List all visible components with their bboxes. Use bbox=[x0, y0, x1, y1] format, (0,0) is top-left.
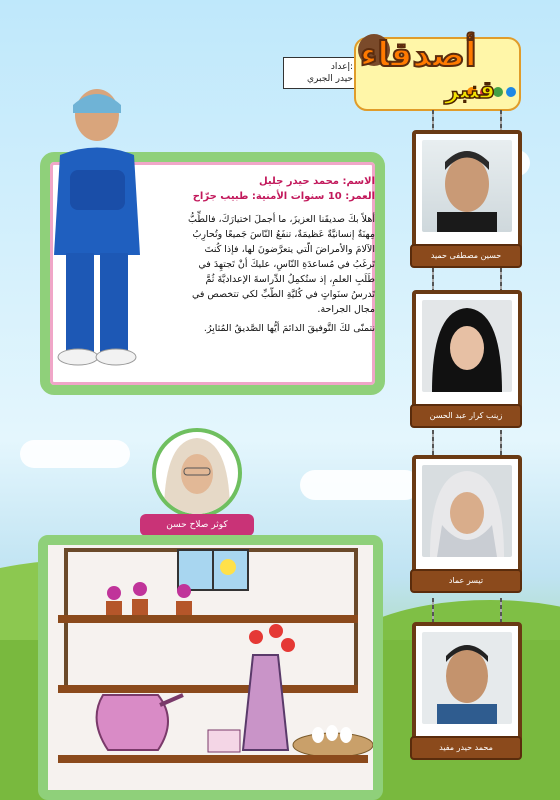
artist-name-label: كوثر صلاح حسن bbox=[140, 514, 254, 536]
friend-photo bbox=[422, 140, 512, 232]
drawing-artwork bbox=[48, 545, 373, 790]
author-name: حيدر الجبري bbox=[307, 74, 353, 84]
cloud bbox=[300, 470, 420, 500]
friend-photo bbox=[422, 300, 512, 392]
child-drawing bbox=[38, 535, 383, 800]
feature-name: الاسم: محمد حيدر جليل bbox=[259, 176, 375, 187]
friend-name-plank: تيسر عماد bbox=[410, 569, 522, 593]
friend-name-plank: حسين مصطفى حميد bbox=[410, 244, 522, 268]
magazine-logo bbox=[350, 30, 525, 118]
feature-closing: نتمنّى لكَ التَّوفيقَ الدائمَ أيُّها الصَّديقُ المُثابِرُ. bbox=[203, 323, 375, 334]
feature-age-wish: العمر: 10 سنوات الأمنية: طبيب جرّاح bbox=[192, 191, 375, 202]
author-box bbox=[283, 57, 358, 89]
logo-subtitle: قنبر bbox=[445, 76, 496, 104]
doctor-boy-illustration bbox=[40, 85, 155, 370]
friend-frame bbox=[412, 130, 522, 258]
friend-frame bbox=[412, 455, 522, 583]
cloud bbox=[20, 440, 130, 468]
friend-name-plank: محمد حيدر مفيد bbox=[410, 736, 522, 760]
logo-title: أصدقاء bbox=[360, 35, 477, 75]
chain bbox=[432, 430, 434, 456]
friend-photo bbox=[422, 632, 512, 724]
author-label: إعداد: bbox=[330, 62, 353, 72]
feature-body: أهلاً بكَ صديقَنا العزيزَ، ما أجملَ اختيارَكَ، فالطِّبُّ مِهنَةٌ إنسانيَّةٌ عَظيمَةٌ، تنفَعُ النّاسَ جَميعًا وتُحارِبُ الآلامَ والأمراضَ الّتي يتعرَّضونَ لها، فإذا كُنتَ تَرغَبُ في مُساعدَةِ النّاسِ، عليكَ أنْ تَجتهِدَ في طَلَبِ العلمِ، إذ ستُكمِلُ الدِّراسةَ الإعداديَّةَ ثُمَّ تَدرسُ سنَواتٍ في كُليَّةِ الطّبِّ لكي تتخصص في مجال الجراحة. bbox=[188, 214, 375, 315]
chain bbox=[432, 598, 434, 624]
chain bbox=[500, 430, 502, 456]
chain bbox=[500, 598, 502, 624]
artist-portrait bbox=[152, 428, 242, 518]
friend-frame bbox=[412, 290, 522, 418]
friend-photo bbox=[422, 465, 512, 557]
friend-name-plank: زينب كرار عبد الحسن bbox=[410, 404, 522, 428]
friend-frame bbox=[412, 622, 522, 750]
